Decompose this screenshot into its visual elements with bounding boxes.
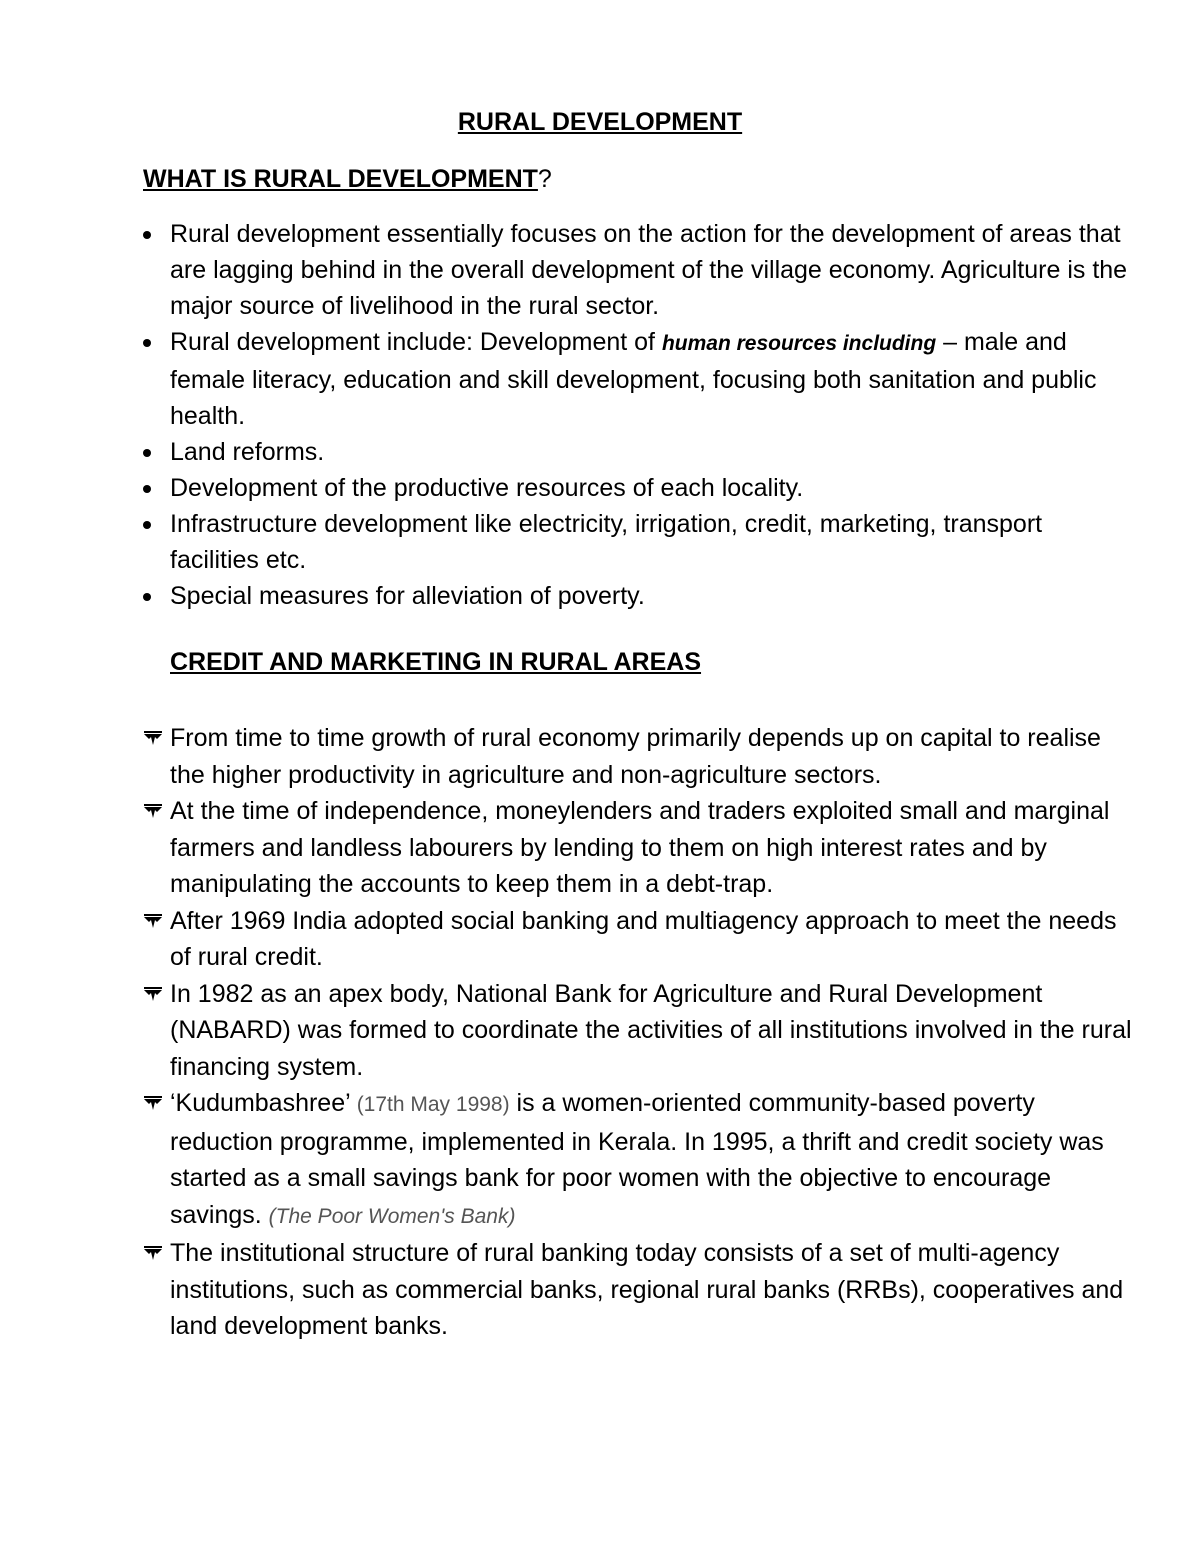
arrowhead-icon [143,984,163,1004]
list-item [143,720,1133,793]
section-heading-suffix: ? [537,165,552,193]
section-heading-credit-marketing: CREDIT AND MARKETING IN RURAL AREAS [170,648,702,676]
list-item [143,578,1133,614]
section-heading-text: WHAT IS RURAL DEVELOPMENT [143,165,538,193]
list-item [143,470,1133,506]
arrowhead-icon [143,801,163,821]
list-item-text: From time to time growth of rural economy primarily depends up on capital to realise the higher productivity in agriculture and non-agriculture sectors. [170,724,1101,789]
list-item-text: At the time of independence, moneylenders and traders exploited small and marginal farmers and landless labourers by lending to them on high interest rates and by manipulating the accounts to keep them in a debt-trap. [170,797,1110,898]
list-item-text-start: ‘Kudumbashree’ [170,1089,357,1117]
bullet-icon [143,593,151,601]
list-item-date: (17th May 1998) [356,1093,510,1116]
list-item-text-middle: is a women-oriented community-based poverty reduction programme, implemented in Kerala. In 1995, a thrift and credit society was started as a small savings bank for poor women with the objective to encourage savings. [170,1089,1104,1229]
section-heading-what-is [143,165,552,194]
bullet-icon [143,339,151,347]
arrowhead-icon [143,1093,163,1113]
list-item-text-start: Rural development include: Development of [170,328,662,356]
list-item-text: Special measures for alleviation of poverty. [170,582,645,610]
arrowhead-icon [143,911,163,931]
list-item-note: (The Poor Women's Bank) [268,1204,516,1228]
list-item [143,434,1133,470]
bullet-icon [143,485,151,493]
list-item [143,506,1133,578]
list-item-text: Infrastructure development like electricity, irrigation, credit, marketing, transport facilities etc. [170,510,1043,574]
arrowhead-icon [143,728,163,748]
list-item-text: In 1982 as an apex body, National Bank for Agriculture and Rural Development (NABARD) was formed to coordinate the activities of all institutions involved in the rural financing system. [170,979,1132,1081]
arrowhead-icon [143,1243,163,1263]
list-item [143,903,1133,976]
list-item [143,324,1133,434]
page-title: RURAL DEVELOPMENT [457,108,743,136]
list-item [143,793,1133,903]
list-item [143,1085,1133,1235]
list-item [143,216,1133,324]
list-item [143,976,1133,1086]
list-item [143,1235,1133,1345]
list-item-text: After 1969 India adopted social banking and multiagency approach to meet the needs of rural credit. [170,906,1117,971]
list-item-text: Rural development essentially focuses on the action for the development of areas that are lagging behind in the overall development of the village economy. Agriculture is the major source of livelihood in the rural sector. [170,220,1128,320]
list-item-text: Development of the productive resources of each locality. [170,474,804,502]
bullet-icon [143,231,151,239]
credit-marketing-list [143,720,1133,1345]
list-item-text-end: – male and female literacy, education and skill development, focusing both sanitation and public health. [170,328,1097,430]
list-item-emphasis: human resources including [661,332,937,355]
list-item-text: The institutional structure of rural banking today consists of a set of multi-agency institutions, such as commercial banks, regional rural banks (RRBs), cooperatives and land development banks. [170,1239,1124,1340]
bullet-icon [143,449,151,457]
bullet-icon [143,521,151,529]
rural-development-bullet-list [143,216,1133,614]
list-item-text: Land reforms. [170,438,325,466]
